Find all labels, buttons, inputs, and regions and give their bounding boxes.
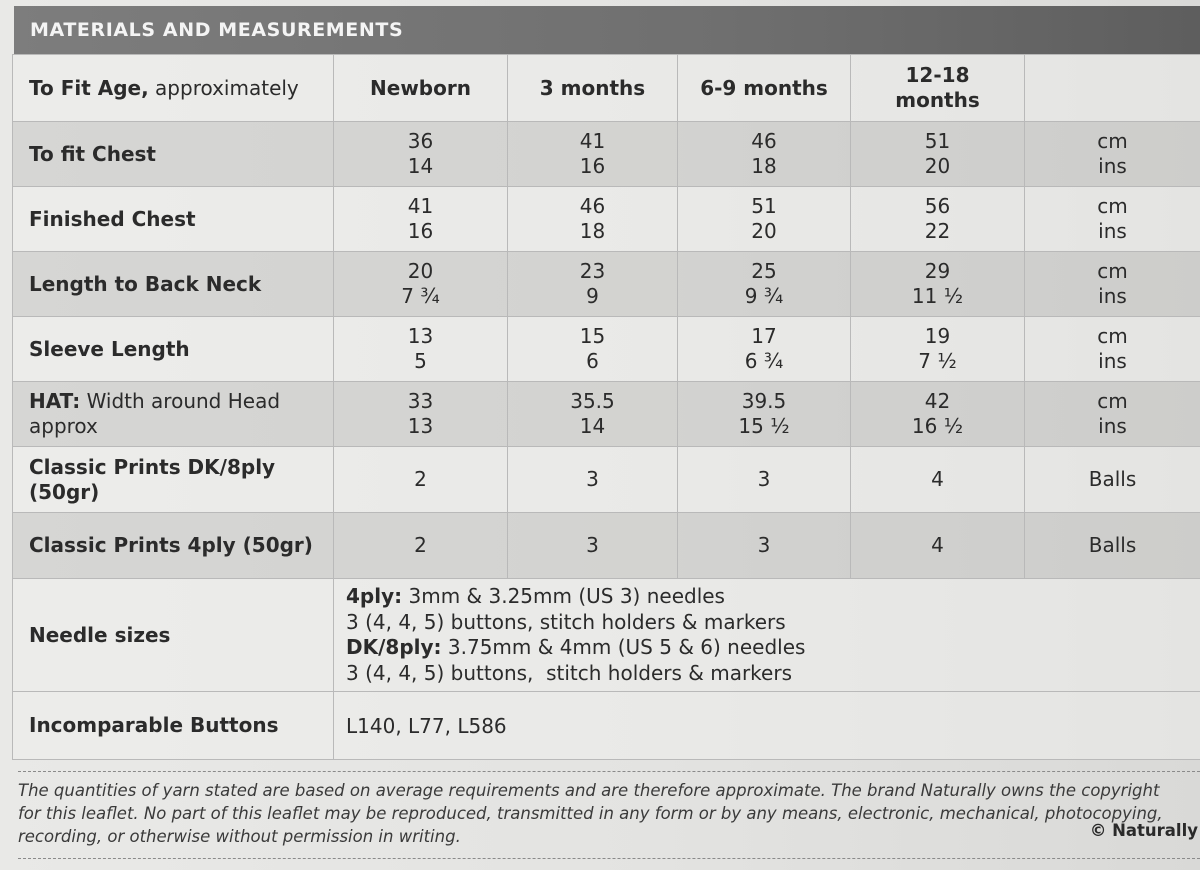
value-cell xyxy=(851,122,1025,187)
section-title: MATERIALS AND MEASUREMENTS xyxy=(30,19,404,41)
table-row xyxy=(13,252,1200,317)
needle-line-4ply-bold: 4ply: xyxy=(346,584,403,608)
needle-line-4ply xyxy=(346,584,1200,610)
size-header-12-18-months: 12-18 months xyxy=(851,55,1025,122)
copyright-notice: © Naturally xyxy=(1089,821,1198,840)
section-header xyxy=(14,6,1200,54)
value-ins: 22 xyxy=(924,219,951,243)
value-cm: 29 xyxy=(924,259,951,283)
value-ins: 18 xyxy=(751,154,777,178)
age-label-bold: To Fit Age, xyxy=(29,75,149,100)
value-ins: 7 ½ xyxy=(918,349,957,373)
table-row xyxy=(13,382,1200,447)
row-label: Finished Chest xyxy=(13,187,334,252)
value-cell xyxy=(334,187,508,252)
size-header-newborn: Newborn xyxy=(334,55,508,122)
value-cell xyxy=(851,382,1025,447)
value-cm: 19 xyxy=(924,324,951,348)
unit-ins: ins xyxy=(1098,349,1127,373)
value-cell xyxy=(334,382,508,447)
value-cm: 13 xyxy=(407,324,434,348)
value-cell xyxy=(678,382,851,447)
value-ins: 20 xyxy=(751,219,777,243)
row-label-rest: Width around Head approx xyxy=(29,389,281,438)
unit-cell xyxy=(1025,317,1200,382)
value-cm: 36 xyxy=(407,129,434,153)
row-label: Classic Prints 4ply (50gr) xyxy=(13,513,334,579)
needle-sizes-row xyxy=(13,579,1200,692)
unit-header-cell xyxy=(1025,55,1200,122)
table-row xyxy=(13,187,1200,252)
footer-divider-top xyxy=(18,771,1200,772)
value-cell xyxy=(508,317,678,382)
row-label: Needle sizes xyxy=(13,579,334,692)
value-ins: 16 xyxy=(579,154,606,178)
row-label: To fit Chest xyxy=(13,122,334,187)
needle-line-dk-bold: DK/8ply: xyxy=(346,635,442,659)
value-cm: 15 xyxy=(579,324,606,348)
footer-line: The quantities of yarn stated are based on average requirements and are therefore approximate. The brand Naturally owns the copyright xyxy=(18,781,1160,800)
unit-cm: cm xyxy=(1097,324,1128,348)
value-cell xyxy=(851,187,1025,252)
table-header-row xyxy=(13,55,1200,122)
value-cm: 42 xyxy=(924,389,951,413)
value-cm: 17 xyxy=(751,324,777,348)
value-cm: 41 xyxy=(407,194,434,218)
table-row xyxy=(13,447,1200,513)
value-ins: 16 xyxy=(407,219,434,243)
value-cell xyxy=(678,187,851,252)
value-cell xyxy=(334,317,508,382)
value-cm: 20 xyxy=(407,259,434,283)
value-cell xyxy=(678,122,851,187)
value-ins: 7 ¾ xyxy=(401,284,440,308)
value-ins: 14 xyxy=(407,154,434,178)
age-label-rest: approximately xyxy=(148,75,299,100)
value-cell xyxy=(508,252,678,317)
size-header-3-months: 3 months xyxy=(508,55,678,122)
needle-details xyxy=(334,579,1200,692)
needle-line-dk xyxy=(346,635,1200,661)
row-label: Sleeve Length xyxy=(13,317,334,382)
unit-ins: ins xyxy=(1098,414,1127,438)
needle-line-dk-rest: 3.75mm & 4mm (US 5 & 6) needles xyxy=(441,635,806,659)
unit-cell xyxy=(1025,187,1200,252)
value-cell: 3 xyxy=(508,447,678,513)
value-cell: 3 xyxy=(678,513,851,579)
row-label: Incomparable Buttons xyxy=(13,692,334,760)
value-cm: 56 xyxy=(924,194,951,218)
unit-ins: ins xyxy=(1098,154,1127,178)
unit-ins: ins xyxy=(1098,284,1127,308)
value-cell xyxy=(851,252,1025,317)
row-label: Classic Prints DK/8ply (50gr) xyxy=(13,447,334,513)
unit-cell: Balls xyxy=(1025,447,1200,513)
unit-cm: cm xyxy=(1097,259,1128,283)
value-ins: 14 xyxy=(579,414,606,438)
value-ins: 9 ¾ xyxy=(744,284,784,308)
measurements-table xyxy=(12,54,1200,760)
value-cell: 4 xyxy=(851,513,1025,579)
buttons-value: L140, L77, L586 xyxy=(334,692,1200,760)
footer-disclaimer xyxy=(18,779,1200,848)
unit-cm: cm xyxy=(1097,389,1128,413)
value-ins: 5 xyxy=(414,349,427,373)
unit-cm: cm xyxy=(1097,194,1128,218)
value-ins: 15 ½ xyxy=(738,414,790,438)
value-cm: 23 xyxy=(579,259,606,283)
value-cm: 41 xyxy=(579,129,606,153)
value-ins: 6 ¾ xyxy=(744,349,784,373)
value-ins: 11 ½ xyxy=(911,284,964,308)
value-cell xyxy=(678,252,851,317)
row-label: Length to Back Neck xyxy=(13,252,334,317)
unit-cell xyxy=(1025,382,1200,447)
footer-line: recording, or otherwise without permission in writing. xyxy=(18,827,461,846)
size-header-6-9-months: 6-9 months xyxy=(678,55,851,122)
table-row xyxy=(13,317,1200,382)
value-cell: 2 xyxy=(334,447,508,513)
unit-cell xyxy=(1025,252,1200,317)
value-cell: 4 xyxy=(851,447,1025,513)
value-ins: 16 ½ xyxy=(911,414,964,438)
value-cell xyxy=(508,187,678,252)
value-ins: 9 xyxy=(586,284,599,308)
value-cell xyxy=(851,317,1025,382)
value-ins: 20 xyxy=(924,154,951,178)
age-label-cell xyxy=(13,55,334,122)
value-cell: 3 xyxy=(508,513,678,579)
buttons-row xyxy=(13,692,1200,760)
value-cell xyxy=(678,317,851,382)
value-cm: 51 xyxy=(924,129,951,153)
table-row xyxy=(13,513,1200,579)
value-cell: 2 xyxy=(334,513,508,579)
value-ins: 6 xyxy=(586,349,599,373)
notions-line-4ply: 3 (4, 4, 5) buttons, stitch holders & markers xyxy=(346,609,786,634)
unit-cell xyxy=(1025,122,1200,187)
value-cm: 25 xyxy=(751,259,777,283)
footer-divider-bottom xyxy=(18,858,1200,859)
unit-cell: Balls xyxy=(1025,513,1200,579)
needle-line-4ply-rest: 3mm & 3.25mm (US 3) needles xyxy=(402,584,725,608)
value-cell xyxy=(334,252,508,317)
value-ins: 18 xyxy=(579,219,606,243)
value-cm: 39.5 xyxy=(741,389,787,413)
value-cm: 46 xyxy=(751,129,777,153)
value-cell xyxy=(334,122,508,187)
unit-cm: cm xyxy=(1097,129,1128,153)
value-cm: 46 xyxy=(579,194,606,218)
value-cm: 51 xyxy=(751,194,777,218)
value-cell xyxy=(508,122,678,187)
value-cm: 35.5 xyxy=(570,389,615,413)
value-cell xyxy=(508,382,678,447)
value-ins: 13 xyxy=(407,414,434,438)
row-label-bold: HAT: xyxy=(29,389,81,413)
table-row xyxy=(13,122,1200,187)
value-cm: 33 xyxy=(407,389,434,413)
notions-line-dk: 3 (4, 4, 5) buttons, stitch holders & markers xyxy=(346,660,792,685)
value-cell: 3 xyxy=(678,447,851,513)
footer-line: for this leaflet. No part of this leaflet may be reproduced, transmitted in any form or by any means, electronic, mechanical, photocopying, xyxy=(18,804,1163,823)
row-label xyxy=(13,382,334,447)
unit-ins: ins xyxy=(1098,219,1127,243)
